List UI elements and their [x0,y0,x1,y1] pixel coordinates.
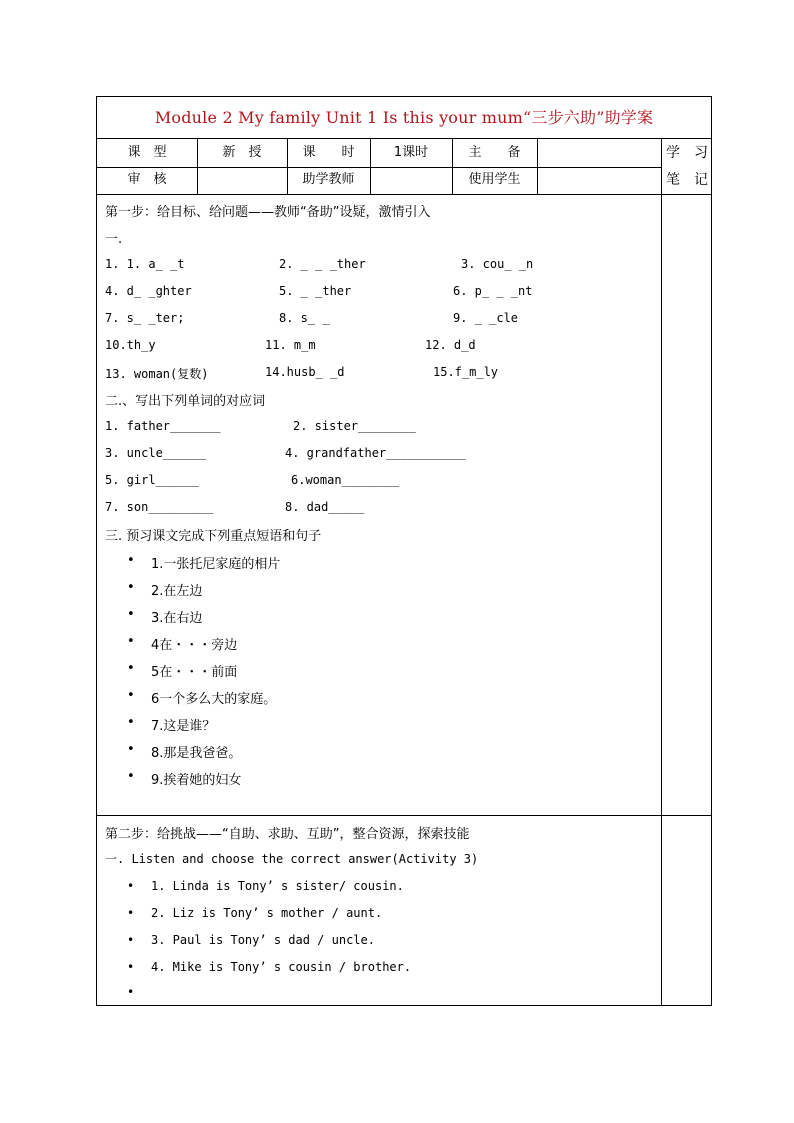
fill-item: 8. s_ _ [279,311,330,325]
header-col-line [537,139,538,194]
bullet-icon: • [127,688,135,703]
fill-item: 2. _ _ _ther [279,257,366,271]
pair-item: 7. son_________ [105,500,214,514]
pair-item: 4. grandfather___________ [285,446,466,460]
header-cell-teacher-label: 助学教师 [302,172,355,187]
bullet-icon: • [127,960,135,974]
phrase-text: 3.在右边 [151,611,203,626]
bullet-icon: • [127,661,135,676]
bullet-icon: • [127,906,135,920]
fill-item: 15.f_m_ly [433,365,499,379]
step1-part1-label: 一. [105,232,123,247]
header-cell-student-label: 使用学生 [468,172,521,187]
pair-item: 2. sister________ [293,419,416,433]
page-title: Module 2 My family Unit 1 Is this your mum“三步六助”助学案 [97,97,711,139]
pair-item: 8. dad_____ [285,500,365,514]
fill-item: 9. _ _cle [453,311,519,325]
fill-item: 1. 1. a_ _t [105,257,185,271]
phrase-text: 4在・・・旁边 [151,638,238,653]
bullet-icon: • [127,607,135,622]
pair-item: 1. father_______ [105,419,221,433]
step2-part1-label: 一. Listen and choose the correct answer(Activity 3) [105,852,479,866]
step1-part2-label: 二.、写出下列单词的对应词 [105,394,266,409]
phrase-text: 8.那是我爸爸。 [151,746,242,761]
header-cell-period-value: 1课时 [393,145,429,160]
answer-text: 2. Liz is Tony’ s mother / aunt. [151,906,383,920]
step2-heading: 第二步：给挑战——“自助、求助、互助”，整合资源，探索技能 [105,827,470,842]
phrase-text: 7.这是谁？ [151,719,216,734]
bullet-icon: • [127,933,135,947]
phrase-text: 2.在左边 [151,584,203,599]
notes-label-top: 学 习 [666,145,708,161]
fill-item: 7. s_ _ter; [105,311,185,325]
fill-item: 5. _ _ther [279,284,352,298]
fill-item: 10.th_y [105,338,156,352]
bullet-icon: • [127,553,135,568]
step-divider [97,815,711,816]
fill-item: 12. d_d [425,338,476,352]
fill-item: 6. p_ _ _nt [453,284,533,298]
header-cell-review-label: 审 核 [127,172,167,187]
worksheet-table [96,96,712,1006]
step1-part3-label: 三. 预习课文完成下列重点短语和句子 [105,529,322,544]
header-bottom-line [97,194,711,195]
phrase-text: 1.一张托尼家庭的相片 [151,557,281,572]
bullet-icon: • [127,634,135,649]
phrase-text: 5在・・・前面 [151,665,238,680]
phrase-text: 9.挨着她的妇女 [151,773,242,788]
bullet-icon: • [127,715,135,730]
fill-item: 13. woman(复数) [105,367,209,381]
pair-item: 5. girl______ [105,473,199,487]
fill-item: 4. d_ _ghter [105,284,192,298]
bullet-icon: • [127,879,135,893]
pair-item: 6.woman________ [291,473,400,487]
header-cell-preparer-label: 主 备 [468,145,521,160]
pair-item: 3. uncle______ [105,446,207,460]
bullet-icon: • [127,985,135,999]
answer-text: 1. Linda is Tony’ s sister/ cousin. [151,879,404,893]
answer-text: 4. Mike is Tony’ s cousin / brother. [151,960,412,974]
bullet-icon: • [127,580,135,595]
header-cell-type-value: 新 授 [222,145,262,160]
phrase-text: 6一个多么大的家庭。 [151,692,277,707]
answer-text: 3. Paul is Tony’ s dad / uncle. [151,933,375,947]
bullet-icon: • [127,769,135,784]
header-cell-type-label: 课 型 [127,145,167,160]
fill-item: 11. m_m [265,338,316,352]
fill-item: 3. cou_ _n [461,257,534,271]
notes-label-bottom: 笔 记 [666,172,708,188]
fill-item: 14.husb_ _d [265,365,345,379]
bullet-icon: • [127,742,135,757]
header-cell-period-label: 课 时 [302,145,355,160]
step1-heading: 第一步：给目标、给问题——教师“备助”设疑，激情引入 [105,205,431,220]
notes-column-line [661,139,662,1005]
